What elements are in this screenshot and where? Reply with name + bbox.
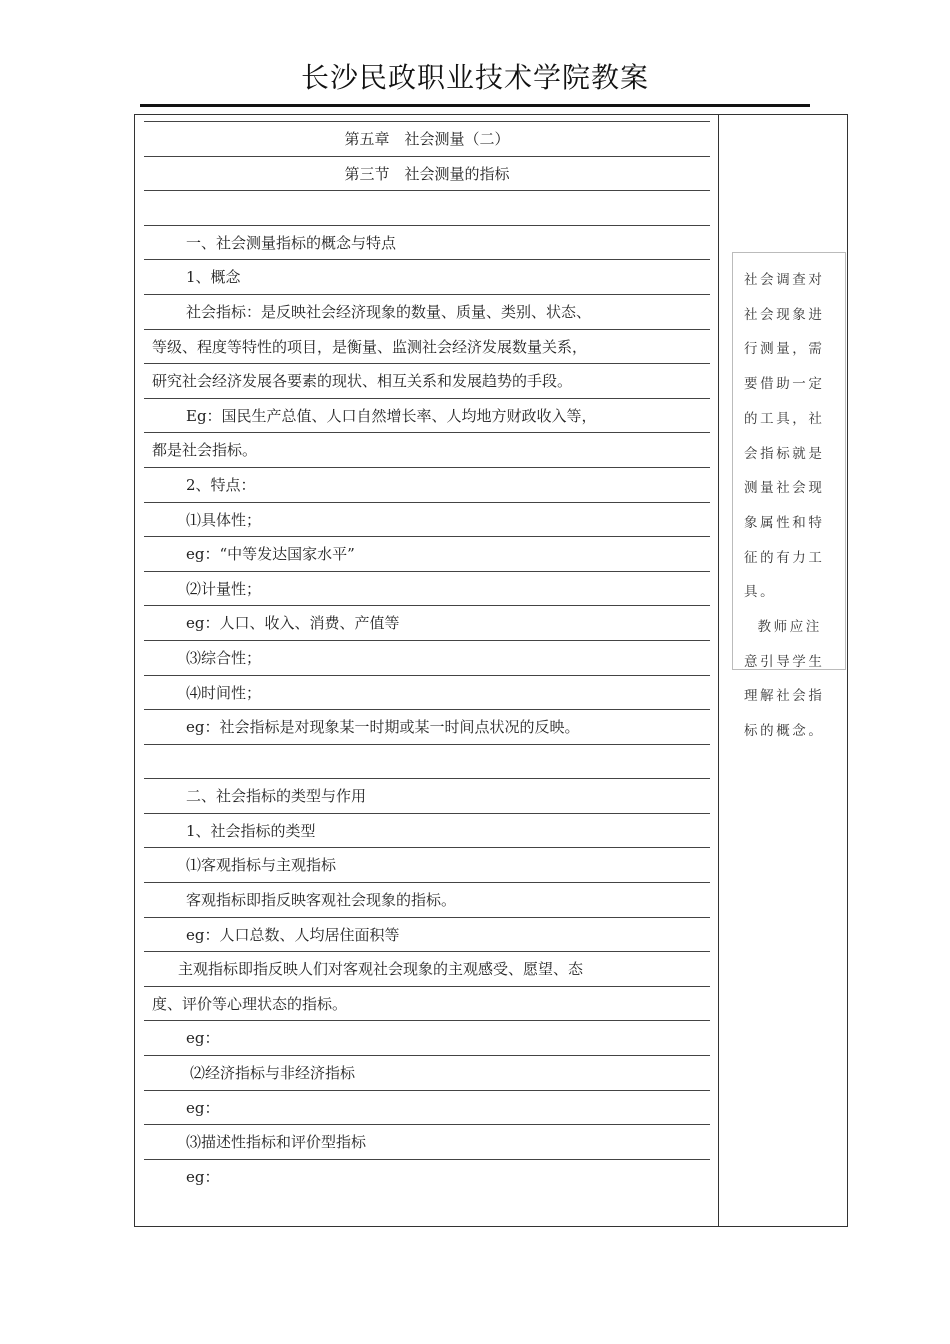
text-line: 等级、程度等特性的项目，是衡量、监测社会经济发展数量关系， xyxy=(144,329,710,364)
blank-line xyxy=(144,190,710,225)
page-title: 长沙民政职业技术学院教案 xyxy=(300,61,649,94)
text-line: eg：人口、收入、消费、产值等 xyxy=(144,605,710,640)
note-paragraph: 教师应注意引导学生理解社会指标的概念。 xyxy=(744,619,825,740)
text-line: ⑴具体性； xyxy=(144,502,710,537)
topic-heading-2: 二、社会指标的类型与作用 xyxy=(144,778,710,813)
text-line: 主观指标即指反映人们对客观社会现象的主观感受、愿望、态 xyxy=(144,951,710,986)
text-line: ⑷时间性； xyxy=(144,675,710,710)
text-line: 研究社会经济发展各要素的现状、相互关系和发展趋势的手段。 xyxy=(144,363,710,398)
text-line: 都是社会指标。 xyxy=(144,432,710,467)
text-line: ⑶综合性； xyxy=(144,640,710,675)
text-line: ⑶描述性指标和评价型指标 xyxy=(144,1124,710,1159)
text-line: 度、评价等心理状态的指标。 xyxy=(144,986,710,1021)
text-line: eg： xyxy=(144,1159,710,1194)
text-line: 客观指标即指反映客观社会现象的指标。 xyxy=(144,882,710,917)
text-line: Eg：国民生产总值、人口自然增长率、人均地方财政收入等， xyxy=(144,398,710,433)
text-line: ⑵计量性； xyxy=(144,571,710,606)
title-rule xyxy=(140,104,810,107)
text-line: eg：“中等发达国家水平” xyxy=(144,536,710,571)
text-line: eg：社会指标是对现象某一时期或某一时间点状况的反映。 xyxy=(144,709,710,744)
topic-heading-1: 一、社会测量指标的概念与特点 xyxy=(144,225,710,260)
note-paragraph: 社会调查对社会现象进行测量，需要借助一定的工具，社会指标就是测量社会现象属性和特征的有力工具。 xyxy=(744,272,825,601)
text-line: eg： xyxy=(144,1020,710,1055)
lesson-content xyxy=(144,121,710,1193)
section-heading: 第三节 社会测量的指标 xyxy=(144,156,710,191)
subheading-features: 2、特点： xyxy=(144,467,710,502)
text-line: 社会指标：是反映社会经济现象的数量、质量、类别、状态、 xyxy=(144,294,710,329)
blank-line xyxy=(144,744,710,779)
teaching-note xyxy=(732,252,846,740)
text-line: ⑴客观指标与主观指标 xyxy=(144,847,710,882)
subheading-concept: 1、概念 xyxy=(144,259,710,294)
text-line: ⑵经济指标与非经济指标 xyxy=(144,1055,710,1090)
chapter-heading: 第五章 社会测量（二） xyxy=(144,121,710,156)
text-line: eg：人口总数、人均居住面积等 xyxy=(144,917,710,952)
column-divider xyxy=(718,114,719,1227)
text-line: eg： xyxy=(144,1090,710,1125)
subheading-types: 1、社会指标的类型 xyxy=(144,813,710,848)
